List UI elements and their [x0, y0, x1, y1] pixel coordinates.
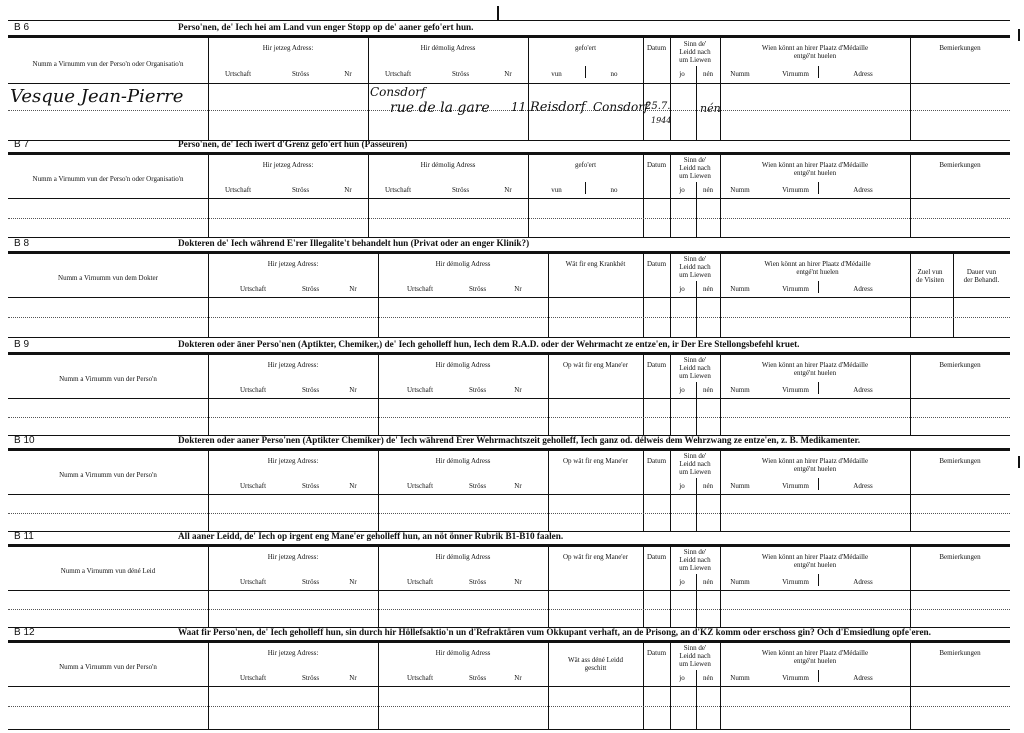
col-what-happened-l1: Wät ass déné Leidd: [567, 656, 623, 664]
section-table: [8, 641, 1010, 730]
col-medal-l2: entgé'nt huelen: [793, 169, 837, 177]
col-medal-l2: entgé'nt huelen: [793, 369, 837, 377]
entry-date-day: 25.7.: [645, 101, 671, 112]
col-yes: jo: [679, 674, 685, 682]
col-street: Ströss: [301, 578, 320, 586]
col-illness: Wät fir eng Krankhét: [565, 260, 626, 268]
section-b8: [8, 238, 1010, 337]
col-nr: Nr: [344, 186, 352, 194]
col-medal-l1: Wien könnt an hirer Plaatz d'Médaille: [761, 44, 869, 52]
section-number: B 11: [14, 531, 34, 542]
col-from: vun: [551, 186, 562, 194]
section-header: [8, 531, 1010, 545]
section-number: B 8: [14, 238, 30, 249]
col-old-address-header: Hir démolig Adress: [435, 553, 491, 561]
col-duration-l2: der Behandl.: [963, 276, 1000, 284]
col-street: Ströss: [451, 186, 470, 194]
col-medal-name: Numm: [730, 186, 750, 194]
col-town: Urtschaft: [384, 186, 412, 194]
col-medal-firstname: Virnumm: [782, 482, 809, 490]
section-header: [8, 435, 1010, 449]
col-medal-name: Numm: [730, 482, 750, 490]
section-b11: [8, 531, 1010, 627]
col-town: Urtschaft: [406, 674, 434, 682]
section-title: Perso'nen, de' Iech iwert d'Grenz gefo'ert hun (Passeuren): [178, 139, 408, 149]
col-name-header: Numm a Virnumm vun déné Leid: [60, 567, 156, 575]
col-to: no: [610, 70, 618, 78]
col-no: nén: [702, 674, 714, 682]
col-current-address-header: Hir jetzeg Adress:: [267, 361, 319, 369]
col-current-address-header: Hir jetzeg Adress:: [262, 161, 314, 169]
section-b9: [8, 339, 1010, 435]
col-medal-l1: Wien könnt an hirer Plaatz d'Médaille: [764, 260, 871, 268]
col-medal-l1: Wien könnt an hirer Plaatz d'Médaille: [761, 361, 869, 369]
col-old-address-header: Hir démolig Adress: [435, 361, 491, 369]
col-medal-firstname: Virnumm: [782, 386, 809, 394]
col-town: Urtschaft: [224, 186, 252, 194]
col-medal-firstname: Virnumm: [782, 70, 809, 78]
section-table: [8, 353, 1010, 436]
section-table: [8, 36, 1010, 141]
col-town: Urtschaft: [239, 674, 267, 682]
col-yes: jo: [679, 70, 685, 78]
col-date: Datum: [646, 44, 667, 52]
col-town: Urtschaft: [239, 285, 267, 293]
col-manner: Op wät fir eng Mane'er: [562, 457, 628, 465]
col-name-header: Numm a Virnumm vun der Perso'n: [59, 471, 157, 479]
col-yes: jo: [679, 482, 685, 490]
col-what-happened-l2: geschitt: [584, 664, 607, 672]
section-number: B 9: [14, 339, 30, 350]
section-table: [8, 449, 1010, 532]
col-medal-firstname: Virnumm: [782, 674, 809, 682]
col-street: Ströss: [301, 674, 320, 682]
col-alive-l1: Sinn de': [683, 255, 707, 263]
col-medal-firstname: Virnumm: [782, 186, 809, 194]
col-medal-address: Adress: [853, 285, 873, 293]
col-name-header: Numm a Virnumm vun der Perso'n: [59, 663, 157, 671]
section-title: Perso'nen, de' Iech hei am Land vun enger Stopp op de' aaner gefo'ert hun.: [178, 22, 474, 32]
col-medal-name: Numm: [730, 674, 750, 682]
col-town: Urtschaft: [239, 578, 267, 586]
right-edge-mark: [1018, 456, 1020, 468]
col-transported-header: gefo'ert: [574, 44, 597, 52]
col-nr: Nr: [514, 578, 522, 586]
section-b7: [8, 139, 1010, 237]
col-old-address-header: Hir démolig Adress: [420, 161, 476, 169]
col-no: nén: [702, 70, 714, 78]
top-edge-mark: [497, 6, 499, 20]
right-edge-mark: [1018, 29, 1020, 41]
entry-alive-no: nén: [700, 102, 721, 115]
col-street: Ströss: [291, 186, 310, 194]
col-yes: jo: [679, 578, 685, 586]
col-no: nén: [702, 386, 714, 394]
col-alive-l2: Leidd nach: [679, 364, 711, 372]
col-alive-l3: um Liewen: [679, 564, 711, 572]
col-nr: Nr: [349, 386, 357, 394]
col-visits-l2: de Visiten: [915, 276, 945, 284]
section-title: Dokteren oder āner Perso'nen (Aptikter, Chemiker,) de' Iech geholleff hun, Iech dem R.A.D. oder der Wehrmacht ze entze'en, ir Der Ere Stellongsbefehl kruet.: [178, 339, 800, 349]
col-date: Datum: [646, 553, 667, 561]
col-alive-l1: Sinn de': [683, 356, 707, 364]
entry-from: Reisdorf: [530, 100, 586, 115]
col-old-address-header: Hir démolig Adress: [435, 649, 491, 657]
col-name-header: Numm a Virnumm vun der Perso'n oder Organisatio'n: [32, 175, 184, 183]
col-town: Urtschaft: [406, 285, 434, 293]
col-medal-l1: Wien könnt an hirer Plaatz d'Médaille: [761, 457, 869, 465]
col-date: Datum: [646, 161, 667, 169]
col-current-address-header: Hir jetzeg Adress:: [267, 649, 319, 657]
col-medal-firstname: Virnumm: [782, 578, 809, 586]
col-medal-l2: entgé'nt huelen: [793, 52, 837, 60]
section-table: [8, 545, 1010, 628]
col-alive-l1: Sinn de': [683, 452, 707, 460]
section-number: B 10: [14, 435, 35, 446]
col-nr: Nr: [514, 482, 522, 490]
col-medal-name: Numm: [730, 578, 750, 586]
col-remarks: Bemierkungen: [939, 161, 981, 169]
col-street: Ströss: [291, 70, 310, 78]
col-date: Datum: [646, 457, 667, 465]
section-header: [8, 139, 1010, 153]
col-yes: jo: [679, 285, 685, 293]
col-medal-l2: entgé'nt huelen: [793, 657, 837, 665]
entry-to: Consdorf: [593, 100, 649, 114]
section-title: Dokteren de' Iech wāhrend E'rer Illegalite't behandelt hun (Privat oder an enger Klinik?): [178, 238, 530, 248]
col-town: Urtschaft: [406, 578, 434, 586]
col-town: Urtschaft: [406, 482, 434, 490]
col-alive-l2: Leidd nach: [679, 556, 711, 564]
col-street: Ströss: [468, 285, 487, 293]
col-street: Ströss: [468, 578, 487, 586]
col-medal-address: Adress: [853, 386, 873, 394]
col-alive-l3: um Liewen: [679, 271, 711, 279]
col-nr: Nr: [504, 70, 512, 78]
col-old-address-header: Hir démolig Adress: [435, 260, 491, 268]
col-nr: Nr: [349, 285, 357, 293]
col-nr: Nr: [514, 674, 522, 682]
col-street: Ströss: [468, 386, 487, 394]
section-title: Dokteren oder aaner Perso'nen (Aptikter Chemiker) de' Iech wāhrend Erer Wehrmachtszeit geholleff, Iech ganz od. délweis dem Wehrzwang ze entze'en, z. B. Medikamenter.: [178, 435, 860, 445]
entry-old-street: rue de la gare: [390, 100, 490, 116]
col-no: nén: [702, 186, 714, 194]
col-alive-l2: Leidd nach: [679, 652, 711, 660]
col-alive-l2: Leidd nach: [679, 263, 711, 271]
col-old-address-header: Hir démolig Adress: [435, 457, 491, 465]
col-current-address-header: Hir jetzeg Adress:: [262, 44, 314, 52]
col-remarks: Bemierkungen: [939, 553, 981, 561]
col-street: Ströss: [301, 285, 320, 293]
col-current-address-header: Hir jetzeg Adress:: [267, 457, 319, 465]
col-name-header: Numm a Virnumm vun der Perso'n oder Organisatio'n: [32, 60, 184, 68]
col-nr: Nr: [514, 386, 522, 394]
col-street: Ströss: [468, 482, 487, 490]
col-nr: Nr: [349, 578, 357, 586]
col-alive-l3: um Liewen: [679, 468, 711, 476]
col-alive-l3: um Liewen: [679, 660, 711, 668]
col-manner: Op wät fir eng Mane'er: [562, 361, 628, 369]
col-alive-l1: Sinn de': [683, 40, 707, 48]
col-remarks: Bemierkungen: [939, 457, 981, 465]
col-medal-l1: Wien könnt an hirer Plaatz d'Médaille: [761, 553, 869, 561]
col-medal-l2: entgé'nt huelen: [793, 561, 837, 569]
col-remarks: Bemierkungen: [939, 649, 981, 657]
col-street: Ströss: [451, 70, 470, 78]
section-number: B 6: [14, 22, 30, 33]
col-date: Datum: [646, 649, 667, 657]
col-nr: Nr: [349, 482, 357, 490]
col-visits-l1: Zuel vun: [917, 268, 943, 276]
col-alive-l1: Sinn de': [683, 548, 707, 556]
col-name-header: Numm a Virnumm vun der Perso'n: [59, 375, 157, 383]
col-medal-address: Adress: [853, 674, 873, 682]
col-from: vun: [551, 70, 562, 78]
col-alive-l3: um Liewen: [679, 172, 711, 180]
col-nr: Nr: [344, 70, 352, 78]
col-medal-l1: Wien könnt an hirer Plaatz d'Médaille: [761, 161, 869, 169]
col-alive-l2: Leidd nach: [679, 164, 711, 172]
col-alive-l2: Leidd nach: [679, 48, 711, 56]
col-medal-name: Numm: [730, 386, 750, 394]
col-alive-l3: um Liewen: [679, 372, 711, 380]
col-street: Ströss: [468, 674, 487, 682]
col-medal-name: Numm: [730, 285, 750, 293]
col-to: no: [610, 186, 618, 194]
col-medal-address: Adress: [853, 482, 873, 490]
col-duration-l1: Dauer vun: [966, 268, 997, 276]
col-medal-l2: entgé'nt huelen: [793, 465, 837, 473]
col-town: Urtschaft: [239, 386, 267, 394]
col-street: Ströss: [301, 386, 320, 394]
section-number: B 7: [14, 139, 30, 150]
col-medal-firstname: Virnumm: [782, 285, 809, 293]
section-header: [8, 238, 1010, 252]
section-header: [8, 22, 1010, 36]
col-medal-address: Adress: [853, 186, 873, 194]
section-header: [8, 339, 1010, 353]
entry-old-nr: 11: [511, 100, 527, 114]
col-nr: Nr: [349, 674, 357, 682]
col-doctor-name-header: Numm a Virnumm vun dem Dokter: [58, 274, 158, 282]
col-nr: Nr: [514, 285, 522, 293]
col-remarks: Bemierkungen: [939, 44, 981, 52]
entry-date-year: 1944: [651, 116, 672, 125]
section-b6: [8, 22, 1010, 140]
col-remarks: Bemierkungen: [939, 361, 981, 369]
col-transported-header: gefo'ert: [574, 161, 597, 169]
entry-old-town: Consdorf: [370, 85, 426, 99]
col-medal-address: Adress: [853, 70, 873, 78]
col-current-address-header: Hir jetzeg Adress:: [267, 260, 319, 268]
col-no: nén: [702, 285, 714, 293]
col-no: nén: [702, 578, 714, 586]
col-old-address-header: Hir démolig Adress: [420, 44, 476, 52]
section-title: Waat fir Perso'nen, de' Iech geholleff hun, sin durch hir Höllefsaktio'n un d'Refraktären vum Okkupant verhaft, an de Prisong, an d'KZ komm oder erschoss gin? Och d'Emsiedlung opfe'eren.: [178, 627, 931, 637]
top-border: [8, 20, 1010, 21]
col-town: Urtschaft: [224, 70, 252, 78]
section-b10: [8, 435, 1010, 531]
col-alive-l1: Sinn de': [683, 156, 707, 164]
col-alive-l2: Leidd nach: [679, 460, 711, 468]
col-alive-l1: Sinn de': [683, 644, 707, 652]
col-nr: Nr: [504, 186, 512, 194]
col-date: Datum: [646, 260, 667, 268]
section-header: [8, 627, 1010, 641]
section-table: [8, 153, 1010, 238]
entry-name: Vesque Jean-Pierre: [10, 86, 184, 107]
col-medal-address: Adress: [853, 578, 873, 586]
section-title: All aaner Leidd, de' Iech op irgent eng Mane'er geholleff hun, an nöt önner Rubrik B1-B10 faalen.: [178, 531, 564, 541]
col-town: Urtschaft: [406, 386, 434, 394]
col-yes: jo: [679, 386, 685, 394]
col-alive-l3: um Liewen: [679, 56, 711, 64]
col-town: Urtschaft: [239, 482, 267, 490]
col-manner: Op wät fir eng Mane'er: [562, 553, 628, 561]
col-current-address-header: Hir jetzeg Adress:: [267, 553, 319, 561]
col-medal-l2: entgé'nt huelen: [796, 268, 839, 276]
col-street: Ströss: [301, 482, 320, 490]
col-yes: jo: [679, 186, 685, 194]
col-date: Datum: [646, 361, 667, 369]
section-number: B 12: [14, 627, 35, 638]
section-b12: [8, 627, 1010, 731]
col-no: nén: [702, 482, 714, 490]
col-medal-name: Numm: [730, 70, 750, 78]
section-table: [8, 252, 1010, 338]
col-town: Urtschaft: [384, 70, 412, 78]
col-medal-l1: Wien könnt an hirer Plaatz d'Médaille: [761, 649, 869, 657]
